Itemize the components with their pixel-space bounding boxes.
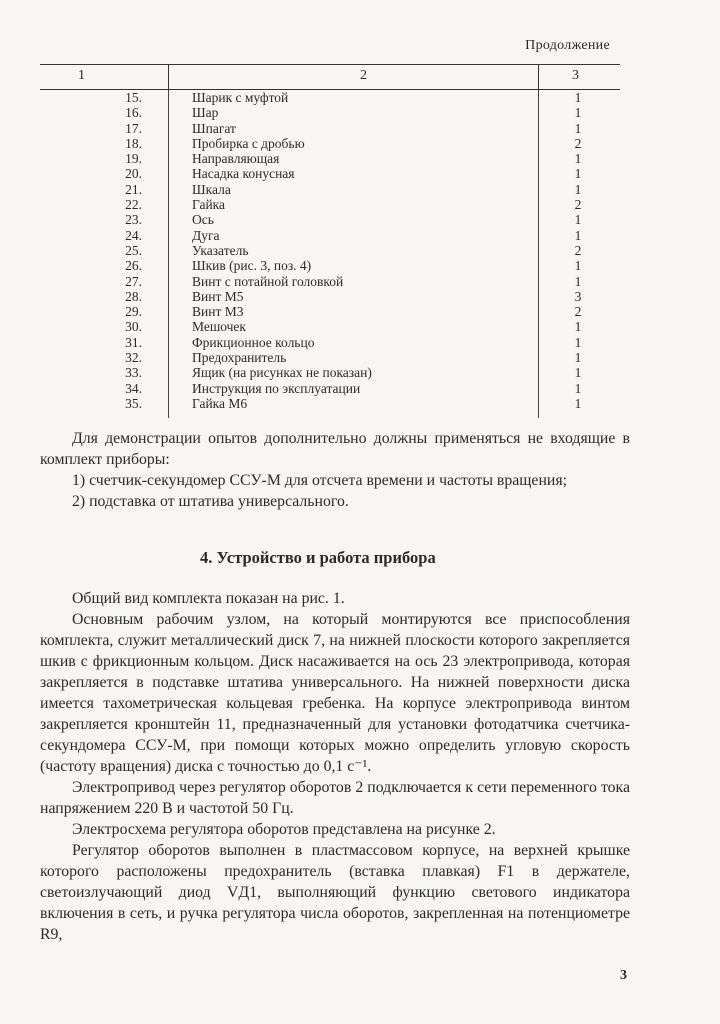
row-quantity: 1	[574, 380, 582, 396]
row-number: 20.	[125, 166, 142, 182]
row-name: Гайка М6	[192, 395, 248, 411]
paragraph-5: Регулятор оборотов выполнен в пластмассовом корпусе, на верхней крышке которого расположены предохранитель (вставка плавкая) F1 в держателе, светоизлучающий диод VД1, выполняющий функцию светового индикатора включения в сеть, и ручка регулятора числа оборотов, закрепленная на потенциометре R9,	[40, 842, 630, 943]
table-row	[40, 228, 620, 243]
table-row	[40, 381, 620, 396]
row-quantity: 1	[574, 227, 582, 243]
row-number: 27.	[125, 273, 142, 289]
parts-table	[40, 64, 620, 411]
row-quantity: 1	[574, 120, 582, 136]
table-row	[40, 319, 620, 334]
row-name: Ящик (на рисунках не показан)	[192, 365, 372, 381]
intro-paragraph	[40, 428, 630, 512]
row-name: Шкала	[192, 181, 231, 197]
row-number: 30.	[125, 319, 142, 335]
paragraph-1: Общий вид комплекта показан на рис. 1.	[72, 590, 345, 607]
row-number: 24.	[125, 227, 142, 243]
row-quantity: 1	[574, 319, 582, 335]
row-number: 31.	[125, 334, 142, 350]
row-number: 18.	[125, 135, 142, 151]
table-row	[40, 197, 620, 212]
row-number: 19.	[125, 151, 142, 167]
row-number: 28.	[125, 288, 142, 304]
row-name: Направляющая	[192, 151, 280, 167]
row-quantity: 1	[574, 105, 582, 121]
paragraph-3: Электропривод через регулятор оборотов 2 подключается к сети переменного тока напряжением 220 В и частотой 50 Гц.	[40, 779, 630, 817]
row-name: Насадка конусная	[192, 166, 295, 182]
row-number: 26.	[125, 258, 142, 274]
row-name: Предохранитель	[192, 350, 287, 366]
row-quantity: 1	[574, 273, 582, 289]
row-name: Мешочек	[192, 319, 246, 335]
row-number: 35.	[125, 395, 142, 411]
row-quantity: 1	[574, 166, 582, 182]
row-number: 17.	[125, 120, 142, 136]
table-row	[40, 304, 620, 319]
row-number: 29.	[125, 304, 142, 320]
row-quantity: 1	[574, 395, 582, 411]
table-row	[40, 121, 620, 136]
table-row	[40, 289, 620, 304]
header-divider	[538, 65, 539, 89]
paragraph-2: Основным рабочим узлом, на который монтируются все приспособления комплекта, служит металлический диск 7, на нижней плоскости которого закрепляется шкив с фрикционным кольцом. Диск насаживается на ось 23 электропривода, которая закрепляется в подставке штатива универсального. На нижней поверхности диска имеется тахометрическая кольцевая гребенка. На корпусе электропривода винтом закрепляется кронштейн 11, предназначенный для установки фотодатчика счетчика-секундомера ССУ-М, при помощи которых можно определить угловую скорость (частоту вращения) диска с точностью до 0,1 с⁻¹.	[40, 611, 630, 775]
header-divider	[168, 65, 169, 89]
row-number: 16.	[125, 105, 142, 121]
table-row	[40, 350, 620, 365]
row-name: Указатель	[192, 242, 249, 258]
row-quantity: 2	[574, 304, 582, 320]
row-number: 25.	[125, 242, 142, 258]
row-name: Винт с потайной головкой	[192, 273, 344, 289]
table-row	[40, 136, 620, 151]
table-row	[40, 258, 620, 273]
row-quantity: 1	[574, 181, 582, 197]
row-name: Винт М5	[192, 288, 244, 304]
table-row	[40, 274, 620, 289]
intro-item-1: 1) счетчик-секундомер ССУ-М для отсчета времени и частоты вращения;	[72, 472, 568, 489]
body-text	[40, 588, 630, 945]
row-quantity: 3	[574, 288, 582, 304]
row-number: 32.	[125, 350, 142, 366]
row-quantity: 1	[574, 365, 582, 381]
column-header-3: 3	[572, 68, 579, 83]
paragraph-4: Электросхема регулятора оборотов представлена на рисунке 2.	[72, 821, 496, 838]
column-header-1: 1	[78, 68, 85, 83]
row-name: Пробирка с дробью	[192, 135, 305, 151]
table-row	[40, 151, 620, 166]
row-name: Ось	[192, 212, 214, 228]
page-number: 3	[620, 968, 627, 983]
row-name: Гайка	[192, 197, 226, 213]
row-quantity: 1	[574, 258, 582, 274]
row-name: Шарик с муфтой	[192, 90, 289, 105]
table-row	[40, 105, 620, 120]
row-name: Фрикционное кольцо	[192, 334, 315, 350]
column-header-2: 2	[360, 68, 367, 83]
row-quantity: 1	[574, 350, 582, 366]
row-name: Шкив (рис. 3, поз. 4)	[192, 258, 312, 274]
row-name: Шпагат	[192, 120, 236, 136]
row-quantity: 1	[574, 151, 582, 167]
row-number: 15.	[125, 90, 142, 105]
row-quantity: 1	[574, 334, 582, 350]
table-row	[40, 166, 620, 181]
table-row	[40, 335, 620, 350]
table-row	[40, 90, 620, 105]
table-row	[40, 365, 620, 380]
row-number: 22.	[125, 197, 142, 213]
row-number: 23.	[125, 212, 142, 228]
table-body	[40, 90, 620, 411]
row-name: Винт М3	[192, 304, 244, 320]
table-row	[40, 243, 620, 258]
section-title: 4. Устройство и работа прибора	[200, 548, 436, 567]
row-quantity: 2	[574, 135, 582, 151]
intro-item-2: 2) подставка от штатива универсального.	[72, 493, 349, 510]
table-row	[40, 396, 620, 411]
row-name: Инструкция по эксплуатации	[192, 380, 361, 396]
row-number: 34.	[125, 380, 142, 396]
continuation-label: Продолжение	[525, 38, 610, 53]
intro-text: Для демонстрации опытов дополнительно должны применяться не входящие в комплект приборы:	[40, 430, 630, 468]
row-name: Шар	[192, 105, 219, 121]
row-number: 33.	[125, 365, 142, 381]
row-name: Дуга	[192, 227, 220, 243]
table-row	[40, 182, 620, 197]
row-quantity: 2	[574, 242, 582, 258]
table-header	[40, 64, 620, 90]
table-row	[40, 212, 620, 227]
row-quantity: 1	[574, 90, 582, 105]
row-quantity: 1	[574, 212, 582, 228]
row-quantity: 2	[574, 197, 582, 213]
row-number: 21.	[125, 181, 142, 197]
